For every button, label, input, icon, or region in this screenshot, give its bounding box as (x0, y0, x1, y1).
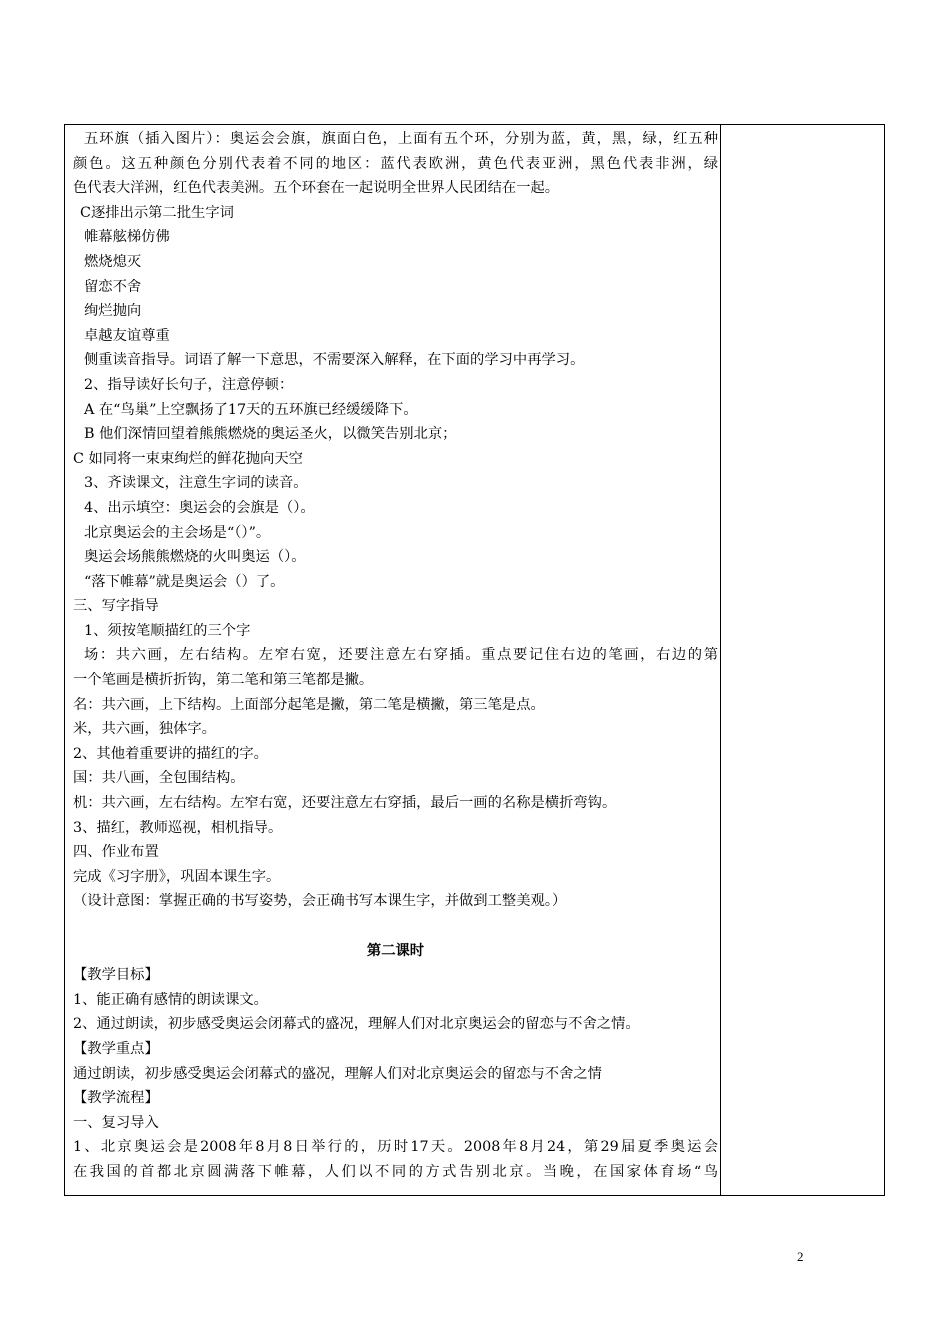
text-line: 绚烂抛向 (84, 303, 142, 320)
text-line: 一个笔画是横折折钩，第二笔和第三笔都是撇。 (73, 672, 374, 689)
lesson-period-title: 第二课时 (366, 942, 425, 959)
lesson-content-cell (73, 127, 718, 1185)
text-line: 4、出示填空：奥运会的会旗是（）。 (84, 499, 315, 516)
section-heading: 三、写字指导 (73, 598, 159, 615)
text-line: 米，共六画，独体字。 (73, 721, 216, 738)
text-line: 2、其他着重要讲的描红的字。 (73, 745, 268, 762)
text-line: 3、齐读课文，注意生字词的读音。 (84, 475, 308, 492)
text-line: 1、须按笔顺描红的三个字 (84, 622, 251, 639)
text-line: 北京奥运会的主会场是“（）”。 (84, 524, 271, 541)
text-line: B 他们深情回望着熊熊燃烧的奥运圣火，以微笑告别北京； (84, 426, 457, 443)
text-line: A 在“鸟巢”上空飘扬了17天的五环旗已经缓缓降下。 (84, 401, 418, 418)
text-line: 完成《习字册》，巩固本课生字。 (73, 868, 281, 885)
text-line: 燃烧熄灭 (84, 253, 142, 270)
section-heading: 【教学目标】 (73, 967, 159, 984)
table-column-divider (720, 124, 721, 1196)
section-heading: 一、复习导入 (73, 1114, 159, 1131)
text-line: 侧重读音指导。词语了解一下意思，不需要深入解释，在下面的学习中再学习。 (84, 352, 585, 369)
text-line: 色代表大洋洲，红色代表美洲。五个环套在一起说明全世界人民团结在一起。 (73, 180, 560, 197)
text-line: 卓越友谊尊重 (84, 327, 170, 344)
text-line: 颜色。这五种颜色分别代表着不同的地区：蓝代表欧洲，黄色代表亚洲，黑色代表非洲，绿 (73, 155, 718, 172)
text-line: 通过朗读，初步感受奥运会闭幕式的盛况，理解人们对北京奥运会的留恋与不舍之情 (73, 1065, 602, 1082)
text-line: 奥运会场熊熊燃烧的火叫奥运（）。 (84, 549, 306, 566)
text-line: 2、通过朗读，初步感受奥运会闭幕式的盛况，理解人们对北京奥运会的留恋与不舍之情。 (73, 1016, 640, 1033)
text-line: 在我国的首都北京圆满落下帷幕，人们以不同的方式告别北京。当晚，在国家体育场“鸟 (73, 1163, 718, 1180)
blank-line (73, 914, 718, 939)
text-line: 1、北京奥运会是2008年8月8日举行的，历时17天。2008年8月24，第29届夏季奥运会 (73, 1139, 718, 1156)
text-line: C 如同将一束束绚烂的鲜花抛向天空 (73, 450, 303, 467)
text-line: 3、描红，教师巡视，相机指导。 (73, 819, 283, 836)
text-line: “落下帷幕”就是奥运会（）了。 (84, 573, 285, 590)
text-line: 机：共六画，左右结构。左窄右宽，还要注意左右穿插，最后一画的名称是横折弯钩。 (73, 795, 617, 812)
text-line: 1、能正确有感情的朗读课文。 (73, 991, 268, 1008)
section-heading: 四、作业布置 (73, 844, 159, 861)
text-line: 留恋不舍 (84, 278, 142, 295)
text-line: （设计意图：掌握正确的书写姿势，会正确书写本课生字，并做到工整美观。） (73, 893, 567, 910)
text-line: C逐排出示第二批生字词 (80, 204, 234, 221)
text-line: 场：共六画，左右结构。左窄右宽，还要注意左右穿插。重点要记住右边的笔画，右边的第 (84, 647, 718, 664)
text-line: 五环旗（插入图片）：奥运会会旗，旗面白色，上面有五个环，分别为蓝，黄，黑，绿，红五种 (84, 131, 718, 147)
text-line: 国：共八画，全包围结构。 (73, 770, 245, 787)
text-line: 帷幕舷梯仿佛 (84, 229, 170, 246)
section-heading: 【教学流程】 (73, 1090, 159, 1107)
text-line: 2、指导读好长句子，注意停顿： (84, 376, 294, 393)
section-heading: 【教学重点】 (73, 1040, 159, 1057)
page-number: 2 (797, 1249, 804, 1264)
text-line: 名：共六画，上下结构。上面部分起笔是撇，第二笔是横撇，第三笔是点。 (73, 696, 545, 713)
